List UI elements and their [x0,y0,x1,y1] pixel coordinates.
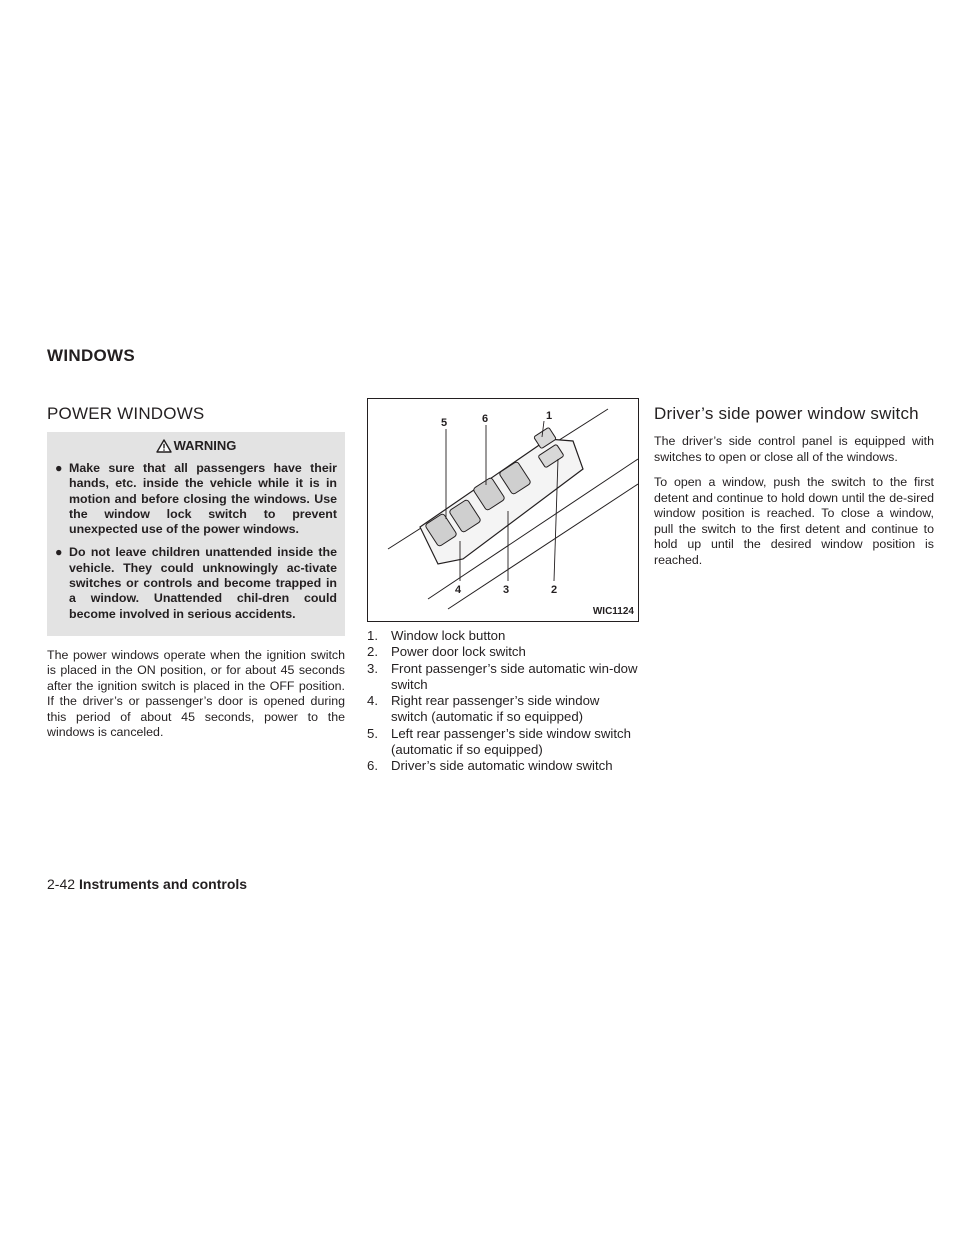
warning-title [55,438,337,453]
column-driver-switch [654,398,934,578]
figure-id: WIC1124 [592,606,634,617]
legend-item: 5. Left rear passenger’s side window switch (automatic if so equipped) [367,725,631,758]
bullet-icon: ● [55,461,63,475]
warning-text: Do not leave children unattended inside the vehicle. They could unknowingly ac-tivate switches or controls and become trapped in a window. Unattended chil-dren could become involved in serious accidents. [69,545,337,621]
section-heading: WINDOWS [47,346,136,365]
driver-switch-paragraph: To open a window, push the switch to the first detent and continue to hold down until the de-sired window position is reached. To close a window, pull the switch to the first detent and continue to hold up until the desired window position is reached. [654,475,934,567]
driver-switch-paragraph: The driver’s side control panel is equipped with switches to open or close all of the windows. [654,434,934,464]
warning-text: Make sure that all passengers have their hands, etc. inside the vehicle while it is in motion and before closing the windows. Use the window lock switch to prevent unexpected use of the power windows. [69,461,337,537]
legend-item: 1. Window lock button [367,628,506,643]
page-number: 2-42 [47,876,76,892]
power-windows-body: The power windows operate when the ignition switch is placed in the ON position, or for about 45 seconds after the ignition switch is placed in the OFF position. If the driver’s or passenger’s door is opened during this period of about 45 seconds, power to the windows is canceled. [47,647,345,740]
warning-item [55,461,337,537]
callout-6: 6 [482,413,489,425]
callout-1: 1 [546,410,553,422]
warning-icon [156,439,172,453]
callout-5: 5 [441,417,448,429]
column-figure [367,398,639,775]
window-switch-figure [367,398,639,622]
legend-item: 3. Front passenger’s side automatic win-dow switch [367,660,638,692]
legend-item: 6. Driver’s side automatic window switch [367,758,613,774]
bullet-icon: ● [55,545,63,560]
warning-item [55,545,337,621]
driver-switch-title: Driver’s side power window switch [654,404,919,423]
window-switch-illustration [368,399,638,621]
callout-3: 3 [503,584,510,596]
column-power-windows [47,398,345,751]
callout-4: 4 [455,584,462,596]
page-footer [47,876,247,892]
callout-2: 2 [551,584,558,596]
legend-item: 2. Power door lock switch [367,644,526,660]
warning-label: WARNING [173,438,237,453]
figure-legend [367,628,639,775]
chapter-title: Instruments and controls [79,876,248,892]
warning-box [47,432,345,636]
legend-item: 4. Right rear passenger’s side window switch (automatic if so equipped) [367,693,600,725]
power-windows-title: POWER WINDOWS [47,404,205,423]
